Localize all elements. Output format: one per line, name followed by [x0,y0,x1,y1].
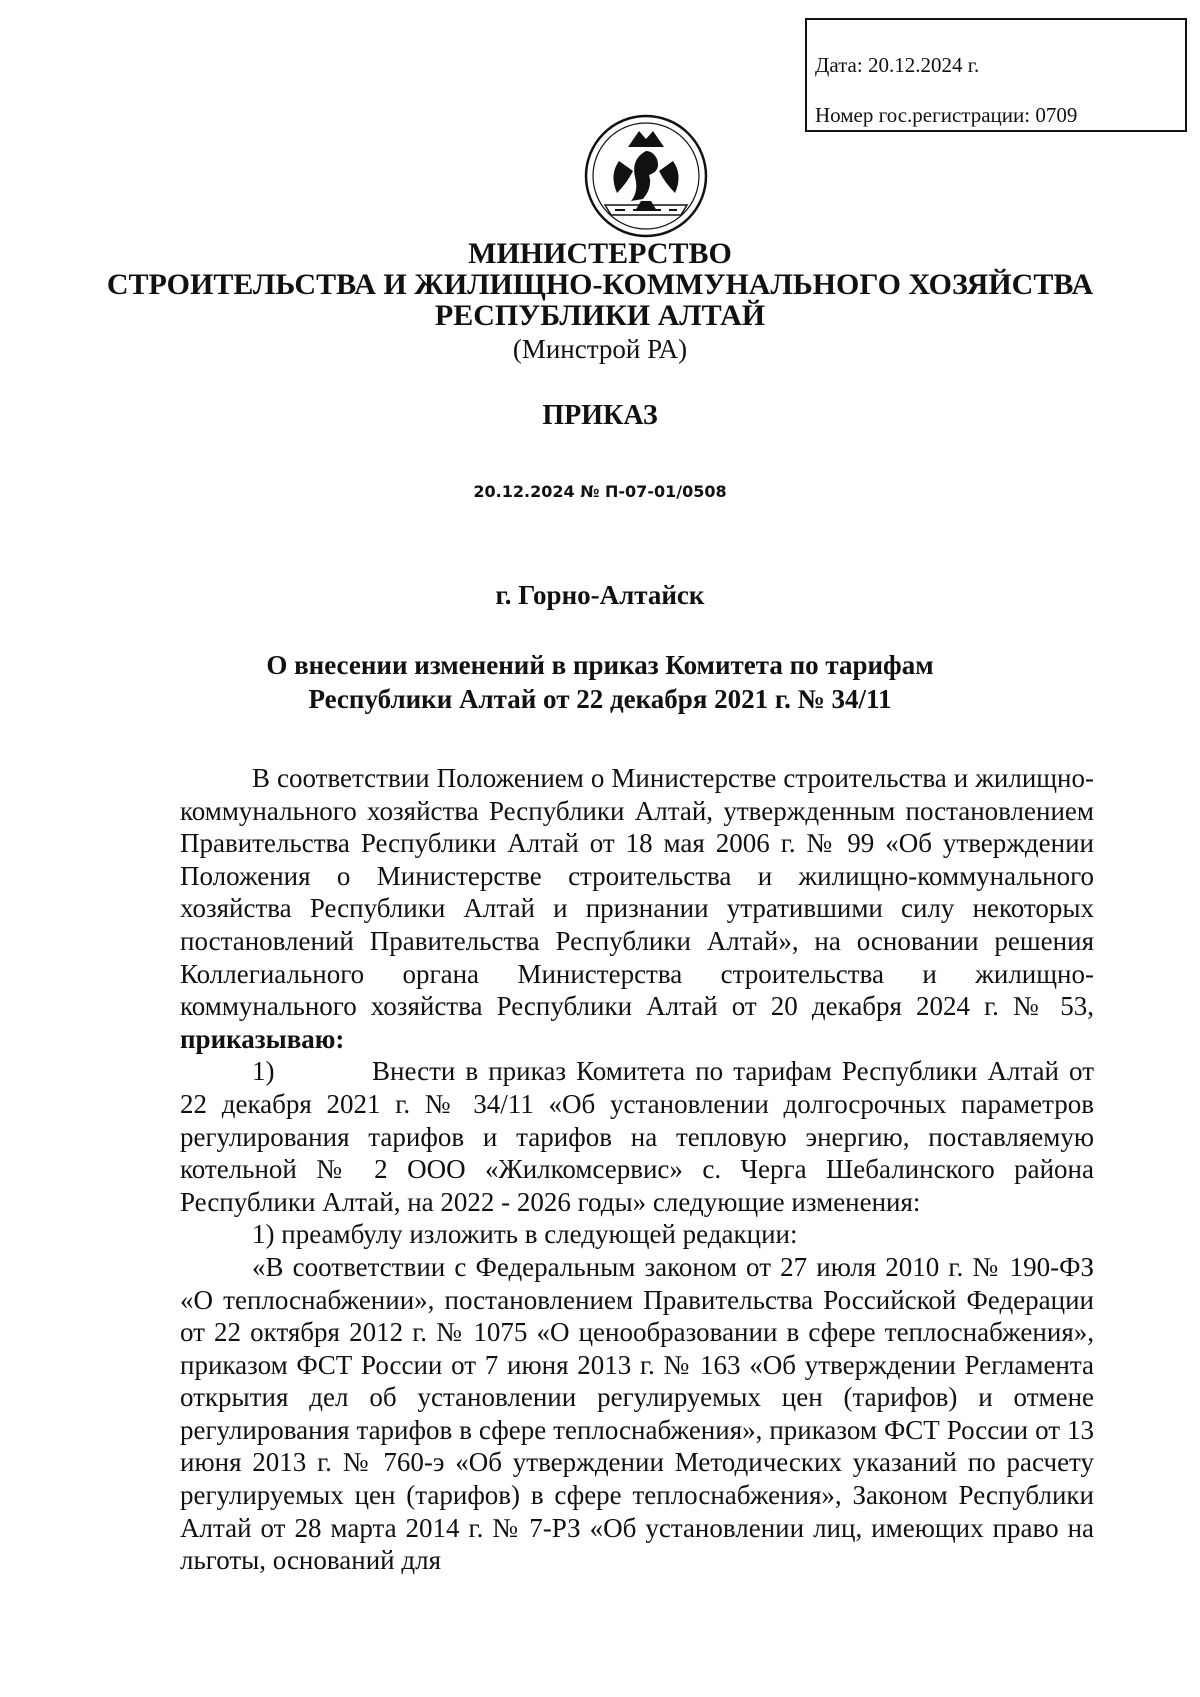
item-1-paragraph: 1) Внести в приказ Комитета по тарифам Республики Алтай от 22 декабря 2021 г. № 34/11 «Об установлении долгосрочных параметров регулирования тарифов и тарифов на тепловую энергию, поставляемую котельной № 2 ООО «Жилкомсервис» с. Черга Шебалинского района Республики Алтай, на 2022 - 2026 годы» следующие изменения: [180,1056,1094,1217]
preamble-paragraph: В соответствии Положением о Министерстве строительства и жилищно-коммунального хозяйства Республики Алтай, утвержденным постановлением Правительства Республики Алтай от 18 мая 2006 г. № 99 «Об утверждении Положения о Министерстве строительства и жилищно-коммунального хозяйства Республики Алтай и признании утратившими силу некоторых постановлений Правительства Республики Алтай», на основании решения Коллегиального органа Министерства строительства и жилищно-коммунального хозяйства Республики Алтай от 20 декабря 2024 г. № 53, приказываю: [180,763,1094,1054]
document-body [180,762,1094,1577]
republic-altai-coat-of-arms-icon [583,113,709,239]
header-line-3: РЕСПУБЛИКИ АЛТАЙ [434,299,766,332]
quoted-preamble-paragraph: «В соответствии с Федеральным законом от 27 июля 2010 г. № 190-ФЗ «О теплоснабжении», постановлением Правительства Российской Федерации от 22 октября 2012 г. № 1075 «О ценообразовании в сфере теплоснабжения», приказом ФСТ России от 7 июня 2013 г. № 163 «Об утверждении Регламента открытия дел об установлении регулируемых цен (тарифов) и отмене регулирования тарифов в сфере теплоснабжения», приказом ФСТ России от 13 июня 2013 г. № 760-э «Об утверждении Методических указаний по расчету регулируемых цен (тарифов) в сфере теплоснабжения», Законом Республики Алтай от 28 марта 2014 г. № 7-РЗ «Об установлении лиц, имеющих право на льготы, оснований для [180,1251,1094,1576]
subject-line-2: Республики Алтай от 22 декабря 2021 г. № 34/11 [308,684,892,714]
registration-number: Номер гос.регистрации: 0709 [815,103,1078,127]
header-line-1: МИНИСТЕРСТВО [468,237,732,270]
header-line-2: СТРОИТЕЛЬСТВА И ЖИЛИЩНО-КОММУНАЛЬНОГО ХОЗЯЙСТВА [106,268,1094,301]
document-type: ПРИКАЗ [542,400,658,431]
subject-line-1: О внесении изменений в приказ Комитета по тарифам [266,650,934,680]
ministry-header [0,238,1200,367]
item-1-number: 1) [252,1056,275,1087]
header-abbreviation: (Минстрой РА) [512,334,688,364]
order-word: приказываю: [180,1023,345,1054]
registration-stamp-box [805,18,1187,132]
document-subject [0,648,1200,716]
subitem-1-paragraph: 1) преамбулу изложить в следующей редакции: [252,1219,798,1250]
document-city: г. Горно-Алтайск [495,580,705,610]
document-number: 20.12.2024 № П-07-01/0508 [473,482,727,501]
registration-date: Дата: 20.12.2024 г. [815,53,980,77]
